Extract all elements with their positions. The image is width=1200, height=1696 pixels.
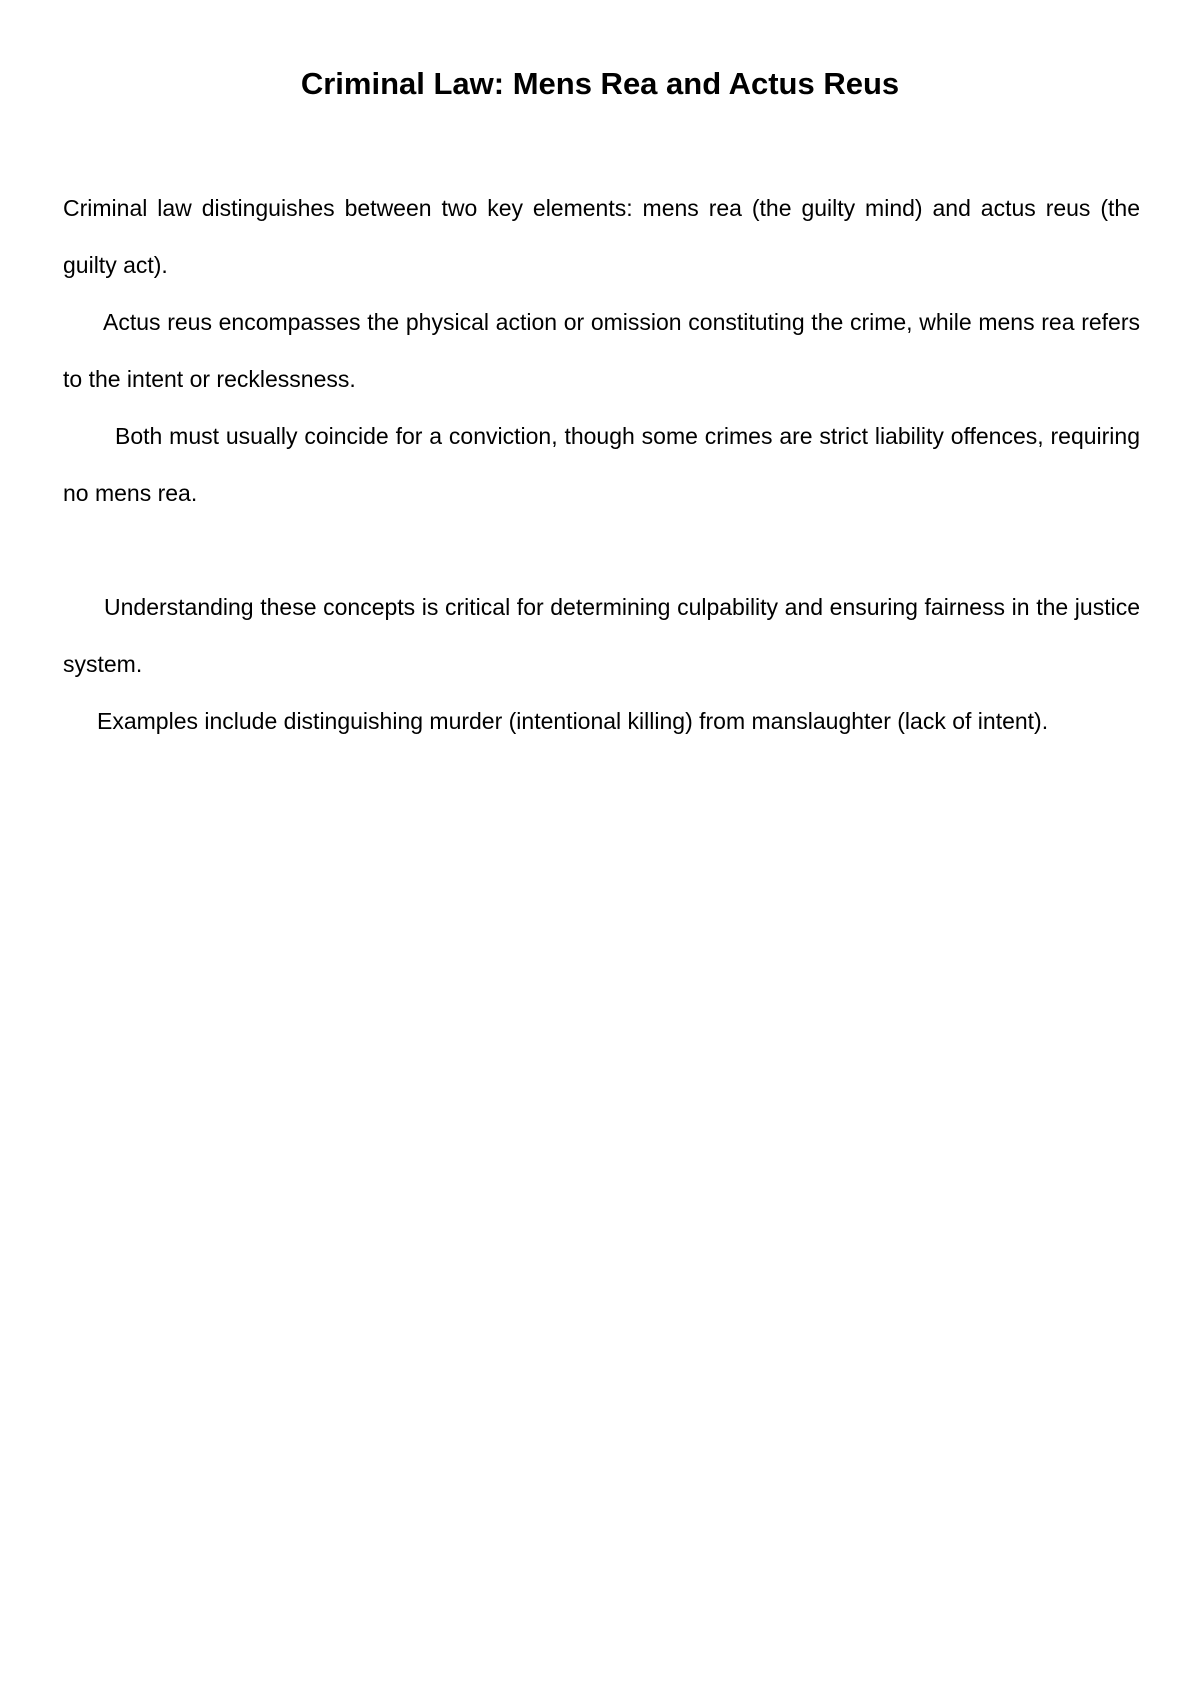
paragraph-spacer — [63, 522, 1140, 579]
paragraph-actus-reus: Actus reus encompasses the physical action or omission constituting the crime, while mens rea refers to the intent or recklessness. — [63, 309, 1140, 392]
paragraph-intro: Criminal law distinguishes between two key elements: mens rea (the guilty mind) and actus reus (the guilty act). — [63, 195, 1140, 278]
paragraph-examples: Examples include distinguishing murder (intentional killing) from manslaughter (lack of intent). — [97, 708, 1049, 734]
document-title: Criminal Law: Mens Rea and Actus Reus — [300, 66, 900, 101]
paragraph-understanding: Understanding these concepts is critical for determining culpability and ensuring fairness in the justice system. — [63, 594, 1140, 677]
paragraph-strict-liability: Both must usually coincide for a conviction, though some crimes are strict liability offences, requiring no mens rea. — [63, 423, 1140, 506]
document-body — [63, 180, 1140, 750]
